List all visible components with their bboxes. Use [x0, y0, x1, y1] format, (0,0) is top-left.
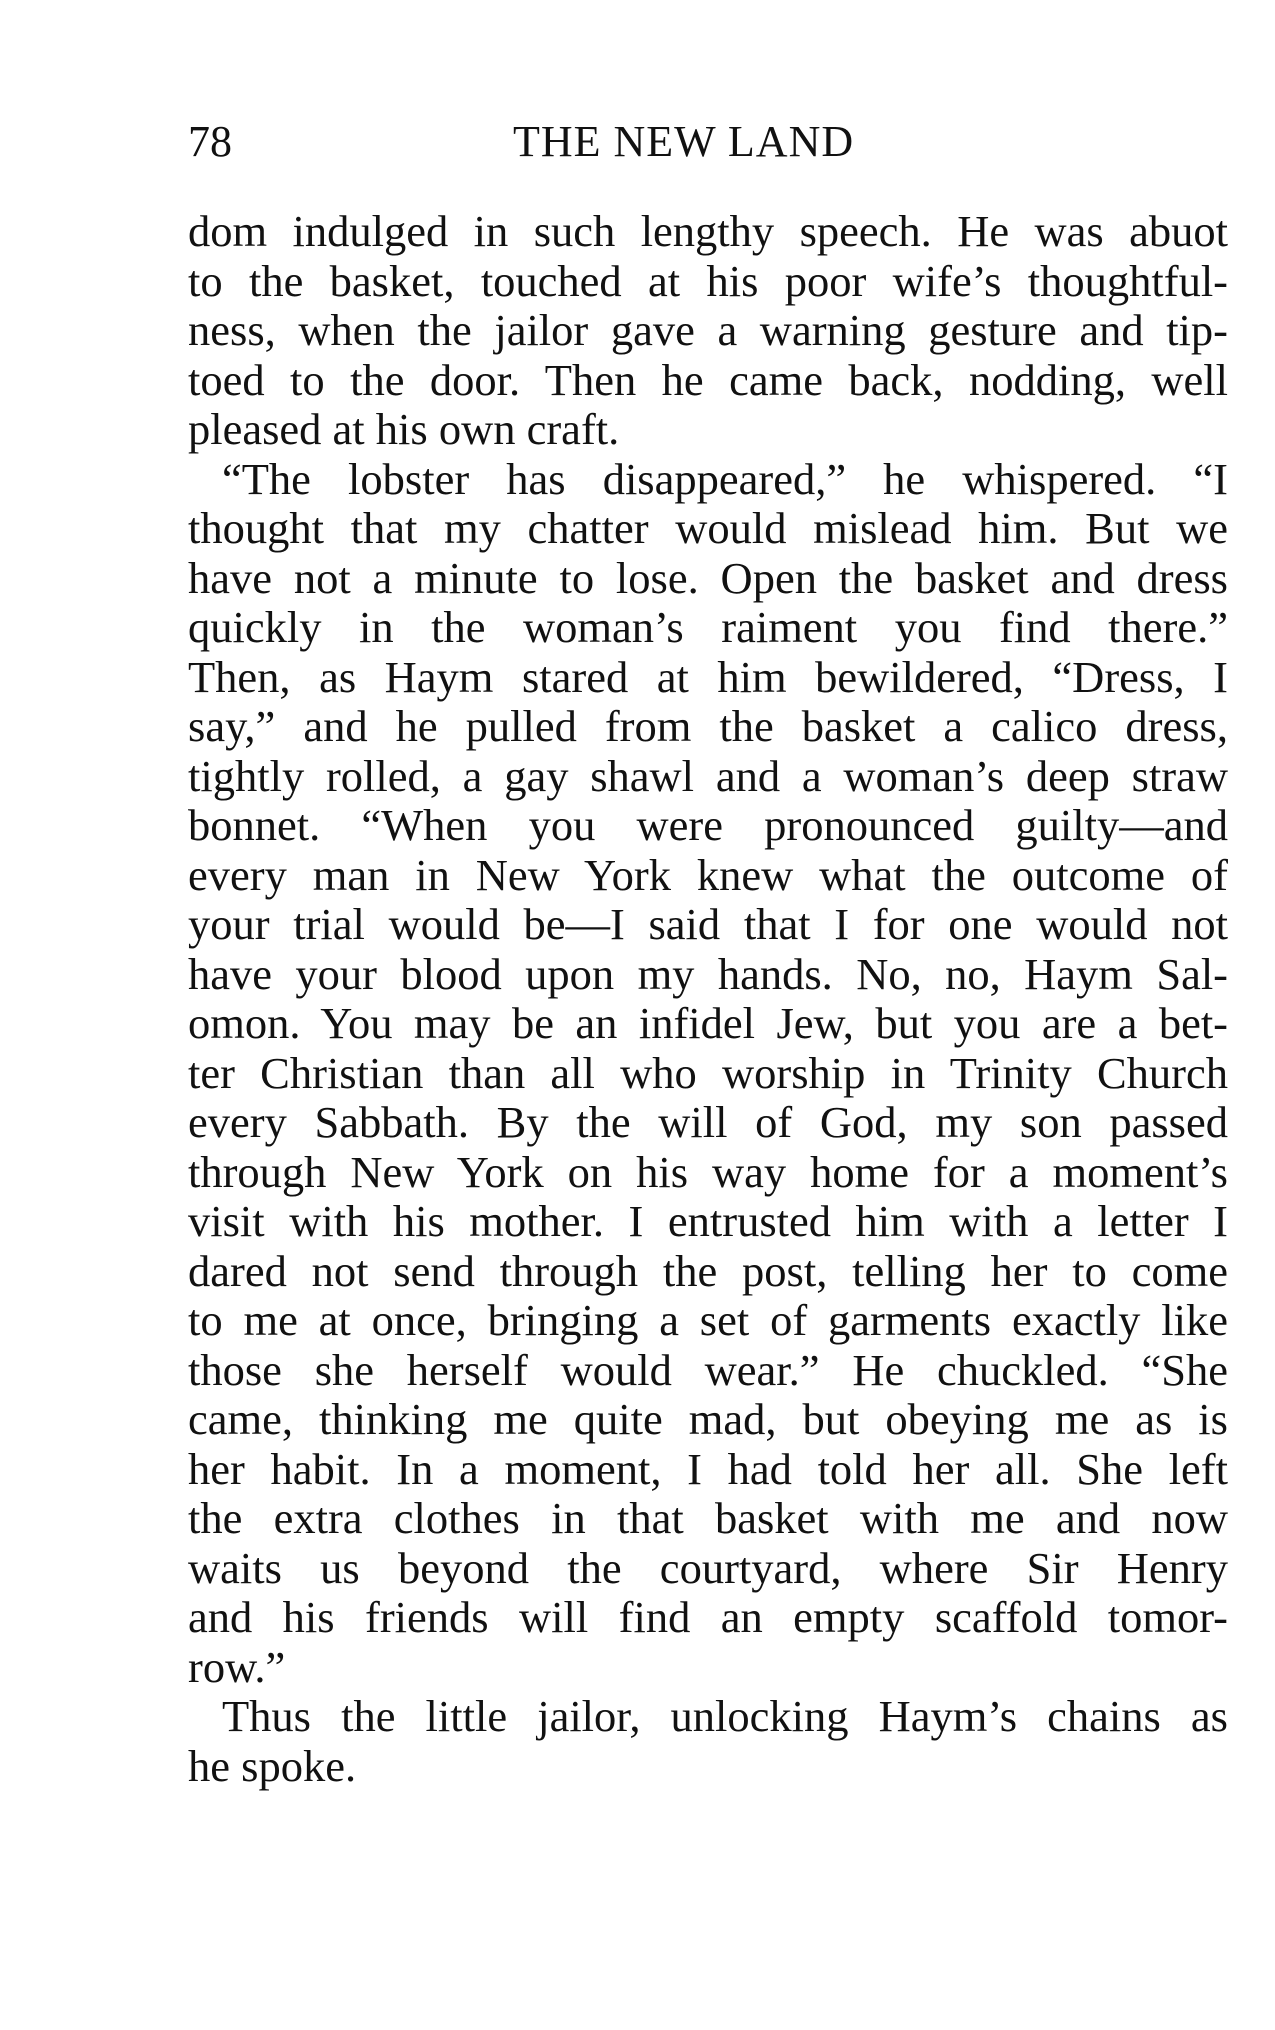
text-line: ness, when the jailor gave a warning gesture and tip- [188, 305, 1228, 355]
text-line: “The lobster has disappeared,” he whispered. “I [222, 453, 1228, 504]
text-line: to the basket, touched at his poor wife’s thoughtful- [188, 255, 1228, 306]
text-line: say,” and he pulled from the basket a calico dress, [188, 701, 1228, 751]
body-text [188, 207, 1228, 1791]
text-line: tightly rolled, a gay shawl and a woman’s deep straw [188, 750, 1228, 801]
text-line: he spoke. [188, 1740, 357, 1791]
text-line: bonnet. “When you were pronounced guilty—and [188, 800, 1228, 850]
text-line: ter Christian than all who worship in Trinity Church [188, 1047, 1228, 1098]
text-line: row.” [188, 1641, 286, 1692]
text-line: toed to the door. Then he came back, nodding, well [188, 354, 1228, 405]
text-line: pleased at his own craft. [188, 404, 620, 454]
text-line: visit with his mother. I entrusted him with a letter I [188, 1196, 1228, 1246]
text-line: omon. You may be an infidel Jew, but you are a bet- [188, 998, 1228, 1048]
text-line: every Sabbath. By the will of God, my son passed [188, 1097, 1228, 1147]
text-line: have your blood upon my hands. No, no, Haym Sal- [188, 948, 1228, 999]
text-line: quickly in the woman’s raiment you find there.” [188, 602, 1228, 652]
page-number: 78 [188, 117, 232, 166]
running-title: THE NEW LAND [513, 117, 855, 166]
text-line: your trial would be—I said that I for one would not [188, 899, 1228, 949]
text-line: her habit. In a moment, I had told her all. She left [188, 1443, 1228, 1494]
text-line: those she herself would wear.” He chuckled. “She [188, 1344, 1228, 1395]
text-line: every man in New York knew what the outcome of [188, 849, 1228, 900]
text-line: to me at once, bringing a set of garments exactly like [188, 1295, 1228, 1345]
text-line: dared not send through the post, telling her to come [188, 1245, 1228, 1296]
text-line: came, thinking me quite mad, but obeying me as is [188, 1394, 1228, 1444]
running-head [188, 112, 1228, 172]
text-line: Thus the little jailor, unlocking Haym’s chains as [222, 1691, 1228, 1741]
text-line: have not a minute to lose. Open the basket and dress [188, 552, 1228, 603]
text-line: waits us beyond the courtyard, where Sir Henry [188, 1542, 1228, 1593]
text-line: and his friends will find an empty scaffold tomor- [188, 1592, 1228, 1642]
text-line: the extra clothes in that basket with me and now [188, 1493, 1228, 1543]
text-line: through New York on his way home for a moment’s [188, 1146, 1228, 1197]
text-line: dom indulged in such lengthy speech. He was abuot [188, 206, 1228, 256]
text-line: Then, as Haym stared at him bewildered, “Dress, I [188, 651, 1228, 702]
text-line: thought that my chatter would mislead him. But we [188, 503, 1228, 553]
